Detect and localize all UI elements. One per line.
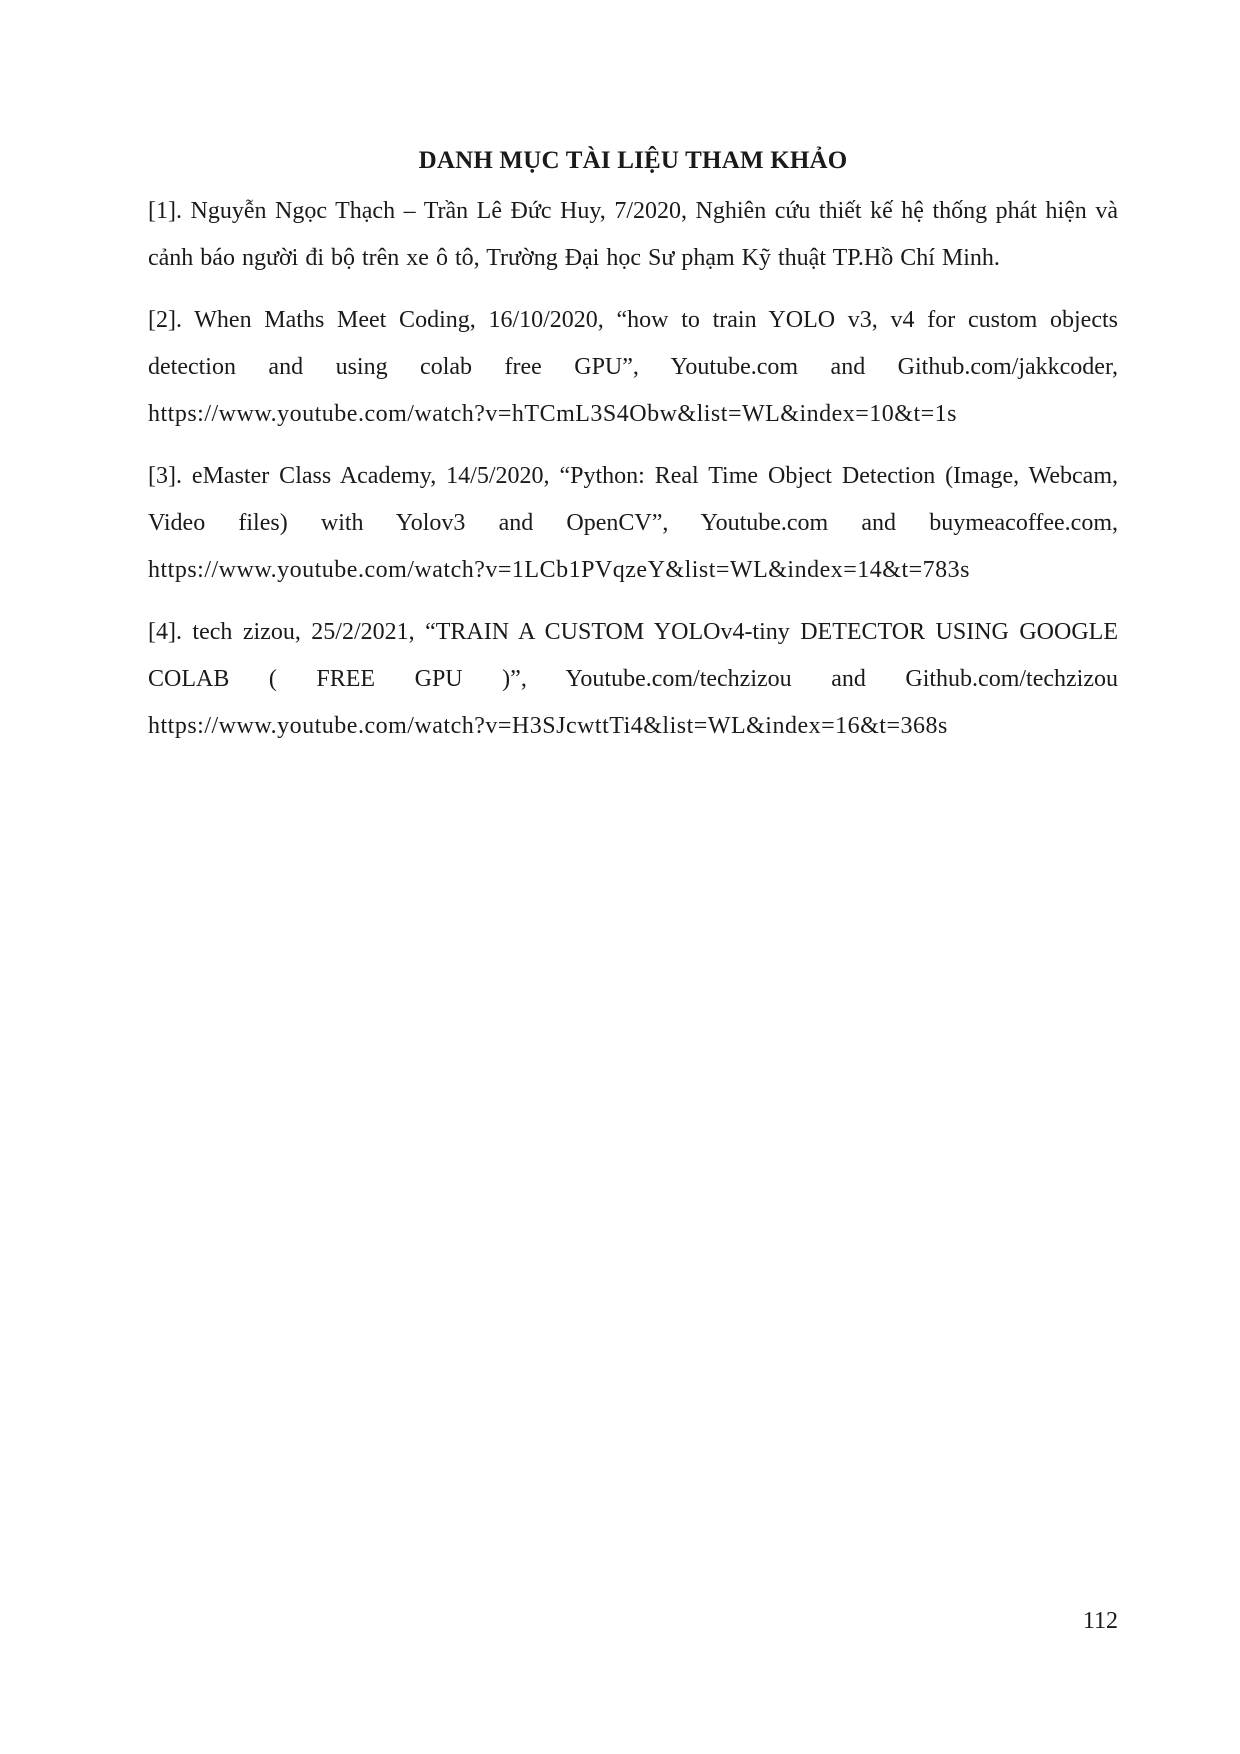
page-title: DANH MỤC TÀI LIỆU THAM KHẢO: [418, 147, 848, 174]
reference-text: [2]. When Maths Meet Coding, 16/10/2020, “how to train YOLO v3, v4 for custom objects detection and using colab free GPU”, Youtube.com and Github.com/jakkcoder,: [148, 307, 1118, 380]
reference-item-1: [148, 188, 1118, 282]
reference-text: [1]. Nguyễn Ngọc Thạch – Trần Lê Đức Huy, 7/2020, Nghiên cứu thiết kế hệ thống phát hiện và cảnh báo người đi bộ trên xe ô tô, Trường Đại học Sư phạm Kỹ thuật TP.Hồ Chí Minh.: [148, 198, 1118, 271]
page-number: 112: [1082, 1608, 1118, 1634]
reference-text: [3]. eMaster Class Academy, 14/5/2020, “Python: Real Time Object Detection (Image, Webcam, Video files) with Yolov3 and OpenCV”, Youtube.com and buymeacoffee.com,: [148, 463, 1118, 536]
reference-item-4: [148, 609, 1118, 750]
reference-url: https://www.youtube.com/watch?v=H3SJcwttTi4&list=WL&index=16&t=368s: [148, 713, 948, 739]
reference-text: [4]. tech zizou, 25/2/2021, “TRAIN A CUSTOM YOLOv4-tiny DETECTOR USING GOOGLE COLAB ( FREE GPU )”, Youtube.com/techzizou and Github.com/techzizou: [148, 619, 1118, 692]
reference-item-3: [148, 453, 1118, 594]
reference-url: https://www.youtube.com/watch?v=hTCmL3S4Obw&list=WL&index=10&t=1s: [148, 401, 958, 427]
reference-list: [148, 188, 1118, 765]
reference-item-2: [148, 297, 1118, 438]
reference-url: https://www.youtube.com/watch?v=1LCb1PVqzeY&list=WL&index=14&t=783s: [148, 557, 970, 583]
